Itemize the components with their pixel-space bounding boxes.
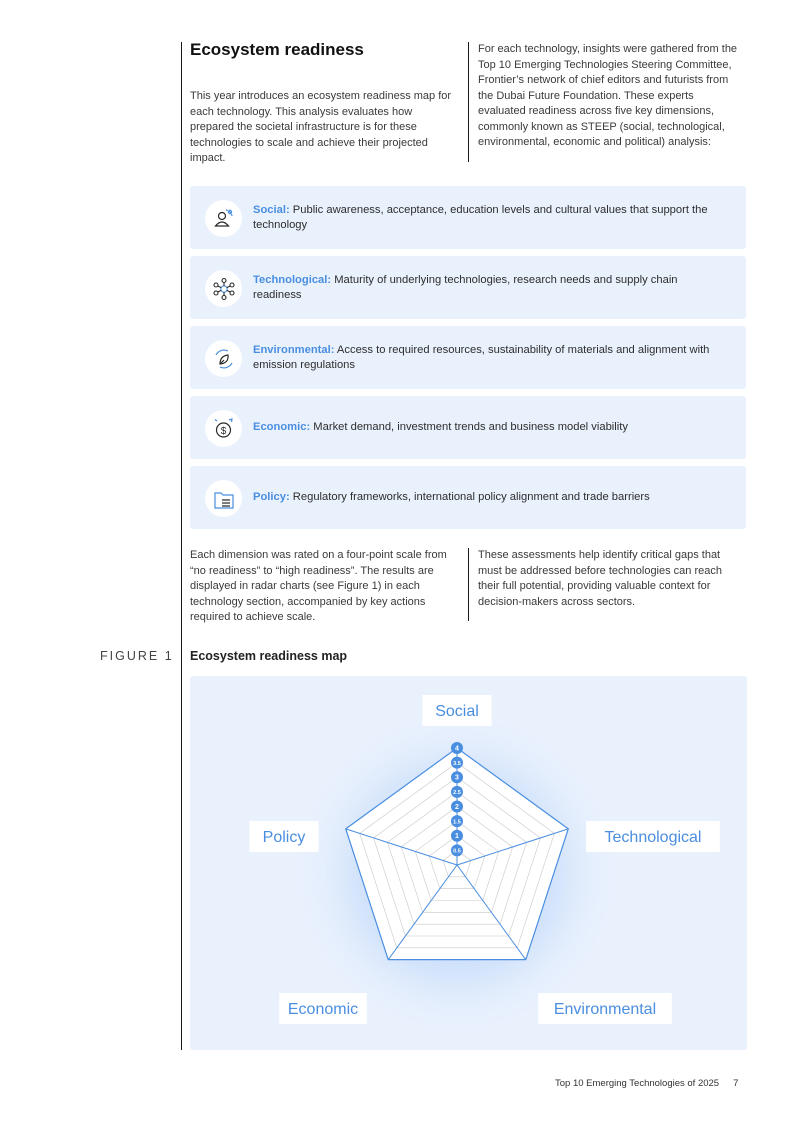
left-margin-rule xyxy=(181,42,182,1050)
page-number: 7 xyxy=(733,1078,739,1089)
radar-axis-label: Technological xyxy=(604,829,702,846)
radar-axis-label: Economic xyxy=(287,1001,359,1018)
dimension-text xyxy=(253,203,713,233)
insights-paragraph: For each technology, insights were gathered from the Top 10 Emerging Technologies Steering Committee, Frontier’s network of chief editors and futurists from the Dubai Future Foundation. These experts evaluated readiness across five key dimensions, commonly known as STEEP (social, technological, environmental, economic and political) analysis: xyxy=(478,43,738,148)
column-divider xyxy=(468,42,469,162)
radar-chart-panel xyxy=(190,676,747,1050)
radar-scale-tick: 2 xyxy=(455,803,459,811)
column-divider xyxy=(468,548,469,621)
radar-scale-tick: 4 xyxy=(455,745,459,753)
section-heading: Ecosystem readiness xyxy=(190,40,364,59)
svg-text:$: $ xyxy=(220,425,226,437)
radar-scale-tick: 1 xyxy=(455,833,459,841)
dimension-description: Regulatory frameworks, international policy alignment and trade barriers xyxy=(289,491,650,503)
intro-paragraph: This year introduces an ecosystem readiness map for each technology. This analysis evaluates how prepared the societal infrastructure is for these technologies to scale and achieve their projected impact. xyxy=(190,90,452,164)
document-folder-icon xyxy=(205,480,242,517)
dimension-description: Market demand, investment trends and business model viability xyxy=(310,421,628,433)
assessment-paragraph: These assessments help identify critical gaps that must be addressed before technologies can reach their full potential, providing valuable context for decision-makers across sectors. xyxy=(478,549,722,608)
figure-number: FIGURE 1 xyxy=(100,649,174,663)
dimension-label: Policy: xyxy=(253,491,290,503)
dimension-card-economic xyxy=(190,396,746,459)
footer-title: Top 10 Emerging Technologies of 2025 xyxy=(555,1078,720,1089)
dimension-card-technological xyxy=(190,256,746,319)
dimension-label: Technological: xyxy=(253,273,332,286)
dimension-description: Maturity of underlying technologies, research needs and supply chain readiness xyxy=(253,273,678,301)
page-footer xyxy=(555,1078,738,1089)
scale-paragraph: Each dimension was rated on a four-point scale from “no readiness” to “high readiness”. The results are displayed in radar charts (see Figure 1) in each technology section, accompanied by key actions required to achieve scale. xyxy=(190,549,447,623)
radar-axis-label: Policy xyxy=(262,829,306,846)
dimension-text xyxy=(253,490,713,505)
person-gear-icon xyxy=(205,200,242,237)
radar-scale-tick: 1.5 xyxy=(453,819,461,826)
dimension-label: Social: xyxy=(253,203,290,216)
radar-scale-tick: 2.5 xyxy=(453,790,461,797)
dimension-label: Economic: xyxy=(253,421,311,433)
dimension-description: Access to required resources, sustainability of materials and alignment with emission regulations xyxy=(253,343,710,371)
network-nodes-icon xyxy=(205,270,242,307)
dimension-card-social xyxy=(190,186,746,249)
radar-scale-tick: 3.5 xyxy=(453,760,461,767)
dimension-text xyxy=(253,273,713,303)
radar-scale-tick: 0.5 xyxy=(453,848,461,855)
dimension-description: Public awareness, acceptance, education levels and cultural values that support the technology xyxy=(253,203,708,231)
dollar-coin-icon xyxy=(205,410,242,447)
radar-axis-label: Environmental xyxy=(553,1001,657,1018)
leaf-cycle-icon xyxy=(205,340,242,377)
dimension-card-policy xyxy=(190,466,746,529)
dimension-label: Environmental: xyxy=(253,343,335,356)
dimension-text xyxy=(253,420,713,435)
radar-scale-tick: 3 xyxy=(455,774,459,782)
radar-chart xyxy=(190,676,747,1050)
steep-dimension-list xyxy=(190,186,746,536)
dimension-card-environmental xyxy=(190,326,746,389)
dimension-text xyxy=(253,343,713,373)
radar-axis-label: Social xyxy=(435,703,479,720)
figure-title: Ecosystem readiness map xyxy=(190,649,348,663)
